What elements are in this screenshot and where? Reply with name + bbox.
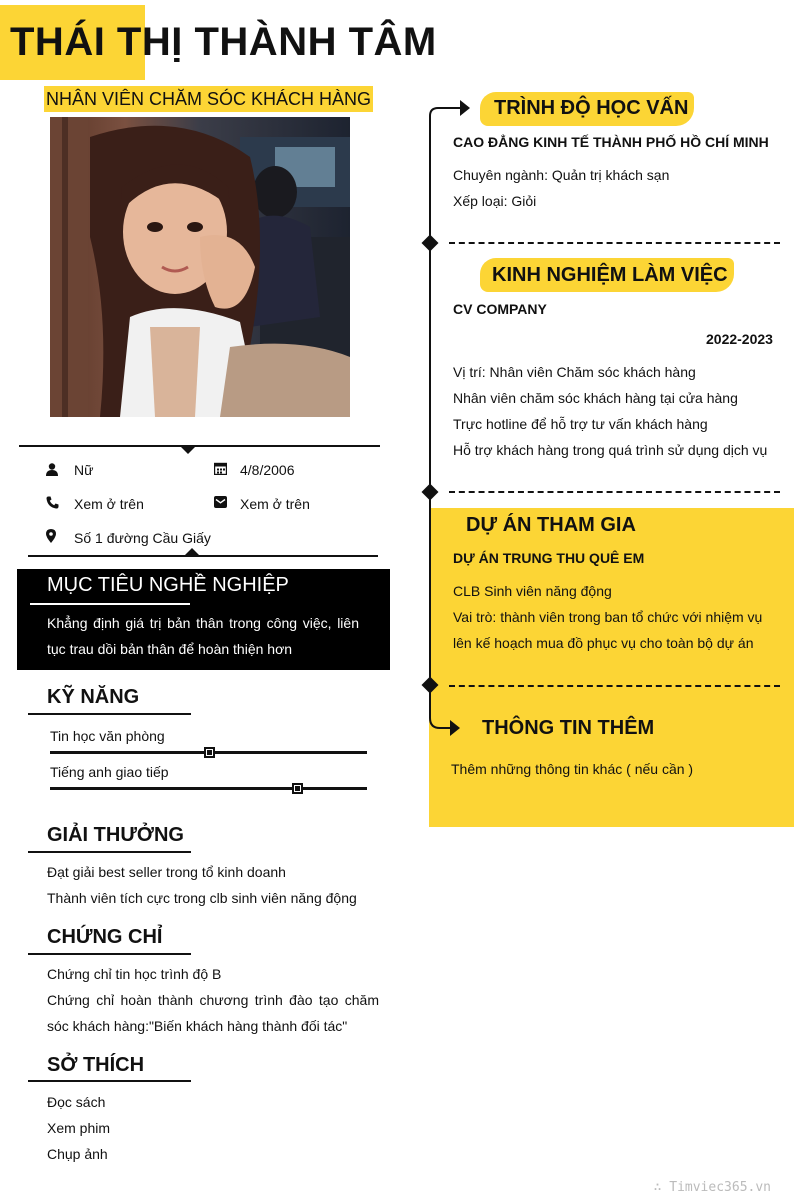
list-item: Vị trí: Nhân viên Chăm sóc khách hàng [453,364,696,380]
awards-list [47,859,387,911]
hobbies-underline [28,1080,191,1082]
skill-level-handle [292,783,303,794]
info-top-rule [19,445,380,447]
info-bottom-rule [28,555,378,557]
education-school: CAO ĐẲNG KINH TẾ THÀNH PHỐ HỒ CHÍ MINH [453,134,769,150]
phone-value: Xem ở trên [74,496,144,512]
section-divider [449,242,780,244]
objective-underline [30,603,190,605]
gender-value: Nữ [74,462,94,478]
skills-title: KỸ NĂNG [47,686,140,708]
person-icon [45,462,59,476]
awards-underline [28,851,191,853]
list-item: Trực hotline để hỗ trợ tư vấn khách hàng [453,416,708,432]
list-item: Đọc sách [47,1094,106,1110]
project-role: Vai trò: thành viên trong ban tổ chức với nhiệm vụ lên kế hoạch mua đồ phục vụ cho toàn bộ dự án [453,609,763,651]
email-value: Xem ở trên [240,496,310,512]
awards-title: GIẢI THƯỞNG [47,824,184,846]
skill-level-handle [204,747,215,758]
job-title: NHÂN VIÊN CHĂM SÓC KHÁCH HÀNG [44,86,373,112]
watermark-text: Timviec365.vn [669,1180,771,1195]
hobbies-title: SỞ THÍCH [47,1054,145,1076]
experience-period: 2022-2023 [706,331,773,347]
list-item: Hỗ trợ khách hàng trong quá trình sử dụng dịch vụ [453,442,768,458]
experience-company: CV COMPANY [453,301,547,317]
certificates-list [47,961,379,1039]
list-item: Chứng chỉ hoàn thành chương trình đào tạo chăm sóc khách hàng:"Biến khách hàng thành đối tác" [47,992,379,1034]
experience-title: KINH NGHIỆM LÀM VIỆC [492,264,728,286]
info-top-marker [180,446,196,454]
hobbies-list [47,1089,347,1167]
certificates-underline [28,953,191,955]
address-value: Số 1 đường Cầu Giấy [74,530,211,546]
list-item: Nhân viên chăm sóc khách hàng tại cửa hàng [453,390,738,406]
objective-text: Khẳng định giá trị bản thân trong công việc, liên tục trau dồi bản thân để hoàn thiện hơn [47,615,359,657]
education-rank: Xếp loại: Giỏi [453,193,537,209]
list-item: Thành viên tích cực trong clb sinh viên năng động [47,890,357,906]
skill-bar [50,787,367,790]
list-item: Xem phim [47,1120,111,1136]
extra-text: Thêm những thông tin khác ( nếu cần ) [451,761,694,777]
candidate-name: THÁI THỊ THÀNH TÂM [10,20,437,64]
experience-details [453,359,783,463]
profile-photo [50,117,350,417]
objective-title: MỤC TIÊU NGHỀ NGHIỆP [47,574,289,596]
extra-title: THÔNG TIN THÊM [482,717,655,739]
skill-label: Tin học văn phòng [50,728,165,744]
project-org: CLB Sinh viên năng động [453,583,612,599]
email-icon [213,495,227,509]
list-item: Đạt giải best seller trong tổ kinh doanh [47,864,286,880]
projects-title: DỰ ÁN THAM GIA [466,514,636,536]
location-icon [44,529,58,543]
list-item: Chứng chỉ tin học trình độ B [47,966,222,982]
watermark-dots-icon: ∴ [653,1180,670,1195]
project-name: DỰ ÁN TRUNG THU QUÊ EM [453,550,645,566]
certificates-title: CHỨNG CHỈ [47,926,163,948]
calendar-icon [213,461,227,475]
phone-icon [45,495,59,509]
section-divider [449,491,780,493]
skills-underline [28,713,191,715]
education-title: TRÌNH ĐỘ HỌC VẤN [494,97,689,119]
education-major: Chuyên ngành: Quản trị khách sạn [453,167,670,183]
skill-label: Tiếng anh giao tiếp [50,764,169,780]
section-divider [449,685,780,687]
list-item: Chụp ảnh [47,1146,108,1162]
watermark [654,1180,771,1195]
birthday-value: 4/8/2006 [240,462,295,478]
